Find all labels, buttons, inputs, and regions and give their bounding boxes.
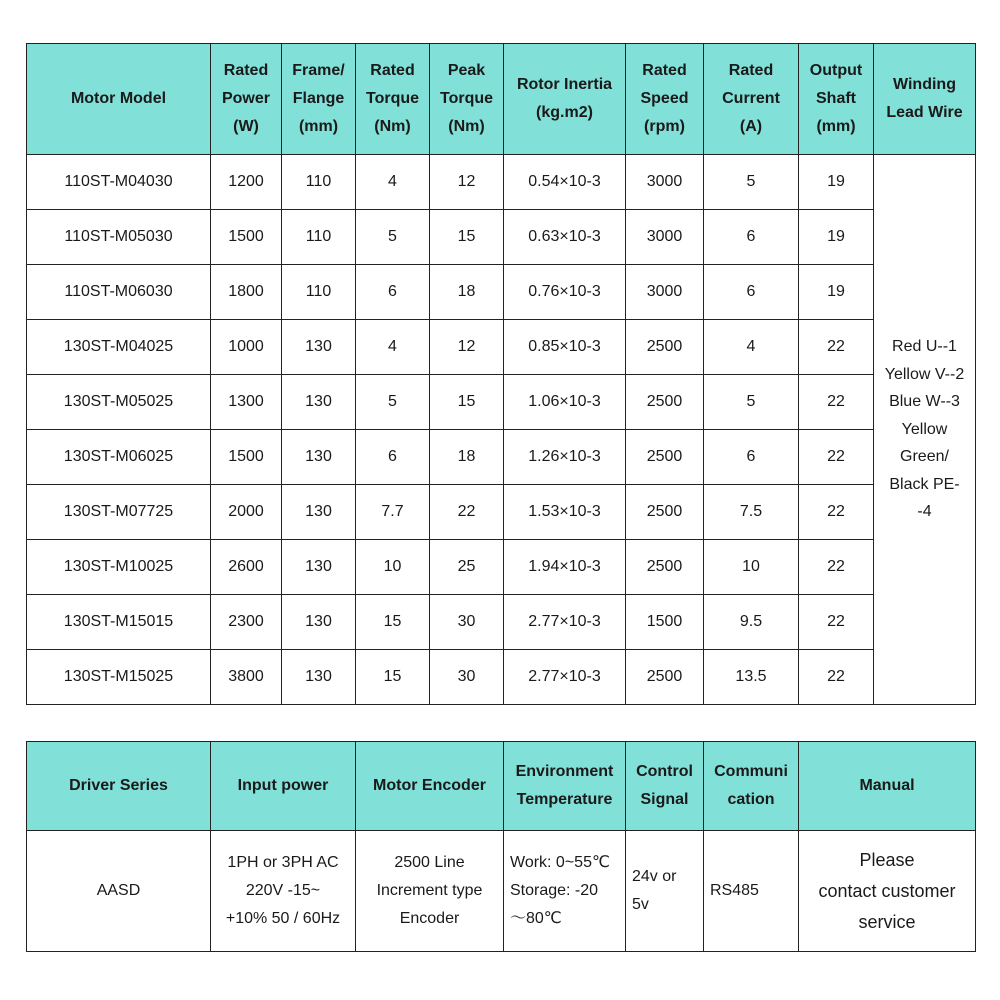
output-shaft-cell: 19 <box>799 265 874 320</box>
rotor-inertia-cell: 2.77×10-3 <box>504 595 626 650</box>
peak-torque-cell: 18 <box>430 430 504 485</box>
rated-torque-cell: 6 <box>356 265 430 320</box>
rated-current-cell: 5 <box>704 375 799 430</box>
motor-model-cell: 130ST-M10025 <box>27 540 211 595</box>
motor-model-cell: 130ST-M15015 <box>27 595 211 650</box>
header-environment-temperature: Environment Temperature <box>504 742 626 831</box>
peak-torque-cell: 30 <box>430 595 504 650</box>
frame-flange-cell: 130 <box>282 650 356 705</box>
rated-power-cell: 1500 <box>211 430 282 485</box>
rotor-inertia-cell: 0.63×10-3 <box>504 210 626 265</box>
peak-torque-cell: 18 <box>430 265 504 320</box>
output-shaft-cell: 22 <box>799 375 874 430</box>
table-row <box>27 320 976 375</box>
rated-current-cell: 9.5 <box>704 595 799 650</box>
table-row <box>27 375 976 430</box>
driver-spec-table <box>26 741 976 952</box>
header-winding-lead-wire: Winding Lead Wire <box>874 44 976 155</box>
motor-model-cell: 110ST-M06030 <box>27 265 211 320</box>
header-output-shaft: Output Shaft (mm) <box>799 44 874 155</box>
rated-current-cell: 5 <box>704 155 799 210</box>
rated-speed-cell: 2500 <box>626 430 704 485</box>
frame-flange-cell: 130 <box>282 540 356 595</box>
driver-table-row <box>27 831 976 952</box>
rated-current-cell: 7.5 <box>704 485 799 540</box>
rotor-inertia-cell: 0.85×10-3 <box>504 320 626 375</box>
driver-table-header-row <box>27 742 976 831</box>
table-row <box>27 430 976 485</box>
rated-torque-cell: 6 <box>356 430 430 485</box>
motor-model-cell: 130ST-M04025 <box>27 320 211 375</box>
motor-model-cell: 130ST-M05025 <box>27 375 211 430</box>
output-shaft-cell: 19 <box>799 155 874 210</box>
rated-power-cell: 1000 <box>211 320 282 375</box>
motor-model-cell: 110ST-M05030 <box>27 210 211 265</box>
header-frame-flange: Frame/ Flange (mm) <box>282 44 356 155</box>
rated-speed-cell: 2500 <box>626 650 704 705</box>
header-input-power: Input power <box>211 742 356 831</box>
header-control-signal: Control Signal <box>626 742 704 831</box>
motor-table-body <box>27 155 976 705</box>
output-shaft-cell: 22 <box>799 320 874 375</box>
rated-speed-cell: 1500 <box>626 595 704 650</box>
header-motor-model: Motor Model <box>27 44 211 155</box>
rated-current-cell: 6 <box>704 430 799 485</box>
rated-torque-cell: 15 <box>356 595 430 650</box>
table-row <box>27 595 976 650</box>
peak-torque-cell: 12 <box>430 155 504 210</box>
rated-speed-cell: 3000 <box>626 155 704 210</box>
frame-flange-cell: 130 <box>282 485 356 540</box>
table-row <box>27 210 976 265</box>
rated-current-cell: 10 <box>704 540 799 595</box>
header-manual: Manual <box>799 742 976 831</box>
rated-power-cell: 1500 <box>211 210 282 265</box>
rated-power-cell: 1800 <box>211 265 282 320</box>
rated-speed-cell: 3000 <box>626 265 704 320</box>
rated-torque-cell: 4 <box>356 320 430 375</box>
table-row <box>27 155 976 210</box>
header-rated-power: Rated Power (W) <box>211 44 282 155</box>
manual-cell: Please contact customer service <box>799 831 976 952</box>
peak-torque-cell: 12 <box>430 320 504 375</box>
frame-flange-cell: 130 <box>282 375 356 430</box>
rated-speed-cell: 2500 <box>626 485 704 540</box>
rated-torque-cell: 5 <box>356 210 430 265</box>
header-rated-torque: Rated Torque (Nm) <box>356 44 430 155</box>
rotor-inertia-cell: 2.77×10-3 <box>504 650 626 705</box>
table-row <box>27 485 976 540</box>
peak-torque-cell: 30 <box>430 650 504 705</box>
output-shaft-cell: 22 <box>799 540 874 595</box>
peak-torque-cell: 15 <box>430 375 504 430</box>
rated-torque-cell: 7.7 <box>356 485 430 540</box>
motor-model-cell: 110ST-M04030 <box>27 155 211 210</box>
control-signal-cell: 24v or 5v <box>626 831 704 952</box>
frame-flange-cell: 110 <box>282 155 356 210</box>
rated-speed-cell: 2500 <box>626 375 704 430</box>
rotor-inertia-cell: 0.76×10-3 <box>504 265 626 320</box>
rated-speed-cell: 2500 <box>626 540 704 595</box>
frame-flange-cell: 110 <box>282 210 356 265</box>
output-shaft-cell: 22 <box>799 650 874 705</box>
output-shaft-cell: 19 <box>799 210 874 265</box>
rated-current-cell: 13.5 <box>704 650 799 705</box>
header-rated-current: Rated Current (A) <box>704 44 799 155</box>
motor-encoder-cell: 2500 Line Increment type Encoder <box>356 831 504 952</box>
environment-temperature-cell: Work: 0~55℃ Storage: -20 ～80℃ <box>504 831 626 952</box>
motor-model-cell: 130ST-M15025 <box>27 650 211 705</box>
table-row <box>27 650 976 705</box>
motor-table-header-row <box>27 44 976 155</box>
output-shaft-cell: 22 <box>799 595 874 650</box>
rated-torque-cell: 5 <box>356 375 430 430</box>
rated-speed-cell: 2500 <box>626 320 704 375</box>
rated-torque-cell: 10 <box>356 540 430 595</box>
header-peak-torque: Peak Torque (Nm) <box>430 44 504 155</box>
rated-power-cell: 2300 <box>211 595 282 650</box>
rotor-inertia-cell: 1.06×10-3 <box>504 375 626 430</box>
table-row <box>27 540 976 595</box>
frame-flange-cell: 130 <box>282 595 356 650</box>
header-communication: Communi cation <box>704 742 799 831</box>
winding-lead-wire-cell: Red U--1 Yellow V--2 Blue W--3 Yellow Green/ Black PE- -4 <box>874 155 976 705</box>
driver-series-cell: AASD <box>27 831 211 952</box>
rated-speed-cell: 3000 <box>626 210 704 265</box>
rated-power-cell: 3800 <box>211 650 282 705</box>
motor-model-cell: 130ST-M07725 <box>27 485 211 540</box>
rated-power-cell: 2600 <box>211 540 282 595</box>
motor-spec-table <box>26 43 976 705</box>
header-rated-speed: Rated Speed (rpm) <box>626 44 704 155</box>
output-shaft-cell: 22 <box>799 485 874 540</box>
header-motor-encoder: Motor Encoder <box>356 742 504 831</box>
rated-torque-cell: 4 <box>356 155 430 210</box>
motor-model-cell: 130ST-M06025 <box>27 430 211 485</box>
rated-current-cell: 4 <box>704 320 799 375</box>
output-shaft-cell: 22 <box>799 430 874 485</box>
peak-torque-cell: 25 <box>430 540 504 595</box>
rated-current-cell: 6 <box>704 265 799 320</box>
rotor-inertia-cell: 1.26×10-3 <box>504 430 626 485</box>
header-rotor-inertia: Rotor Inertia (kg.m2) <box>504 44 626 155</box>
communication-cell: RS485 <box>704 831 799 952</box>
rated-power-cell: 1300 <box>211 375 282 430</box>
frame-flange-cell: 110 <box>282 265 356 320</box>
rated-current-cell: 6 <box>704 210 799 265</box>
rated-torque-cell: 15 <box>356 650 430 705</box>
rated-power-cell: 1200 <box>211 155 282 210</box>
frame-flange-cell: 130 <box>282 320 356 375</box>
rated-power-cell: 2000 <box>211 485 282 540</box>
rotor-inertia-cell: 1.94×10-3 <box>504 540 626 595</box>
table-row <box>27 265 976 320</box>
rotor-inertia-cell: 0.54×10-3 <box>504 155 626 210</box>
peak-torque-cell: 15 <box>430 210 504 265</box>
peak-torque-cell: 22 <box>430 485 504 540</box>
rotor-inertia-cell: 1.53×10-3 <box>504 485 626 540</box>
input-power-cell: 1PH or 3PH AC 220V -15~ +10% 50 / 60Hz <box>211 831 356 952</box>
header-driver-series: Driver Series <box>27 742 211 831</box>
frame-flange-cell: 130 <box>282 430 356 485</box>
